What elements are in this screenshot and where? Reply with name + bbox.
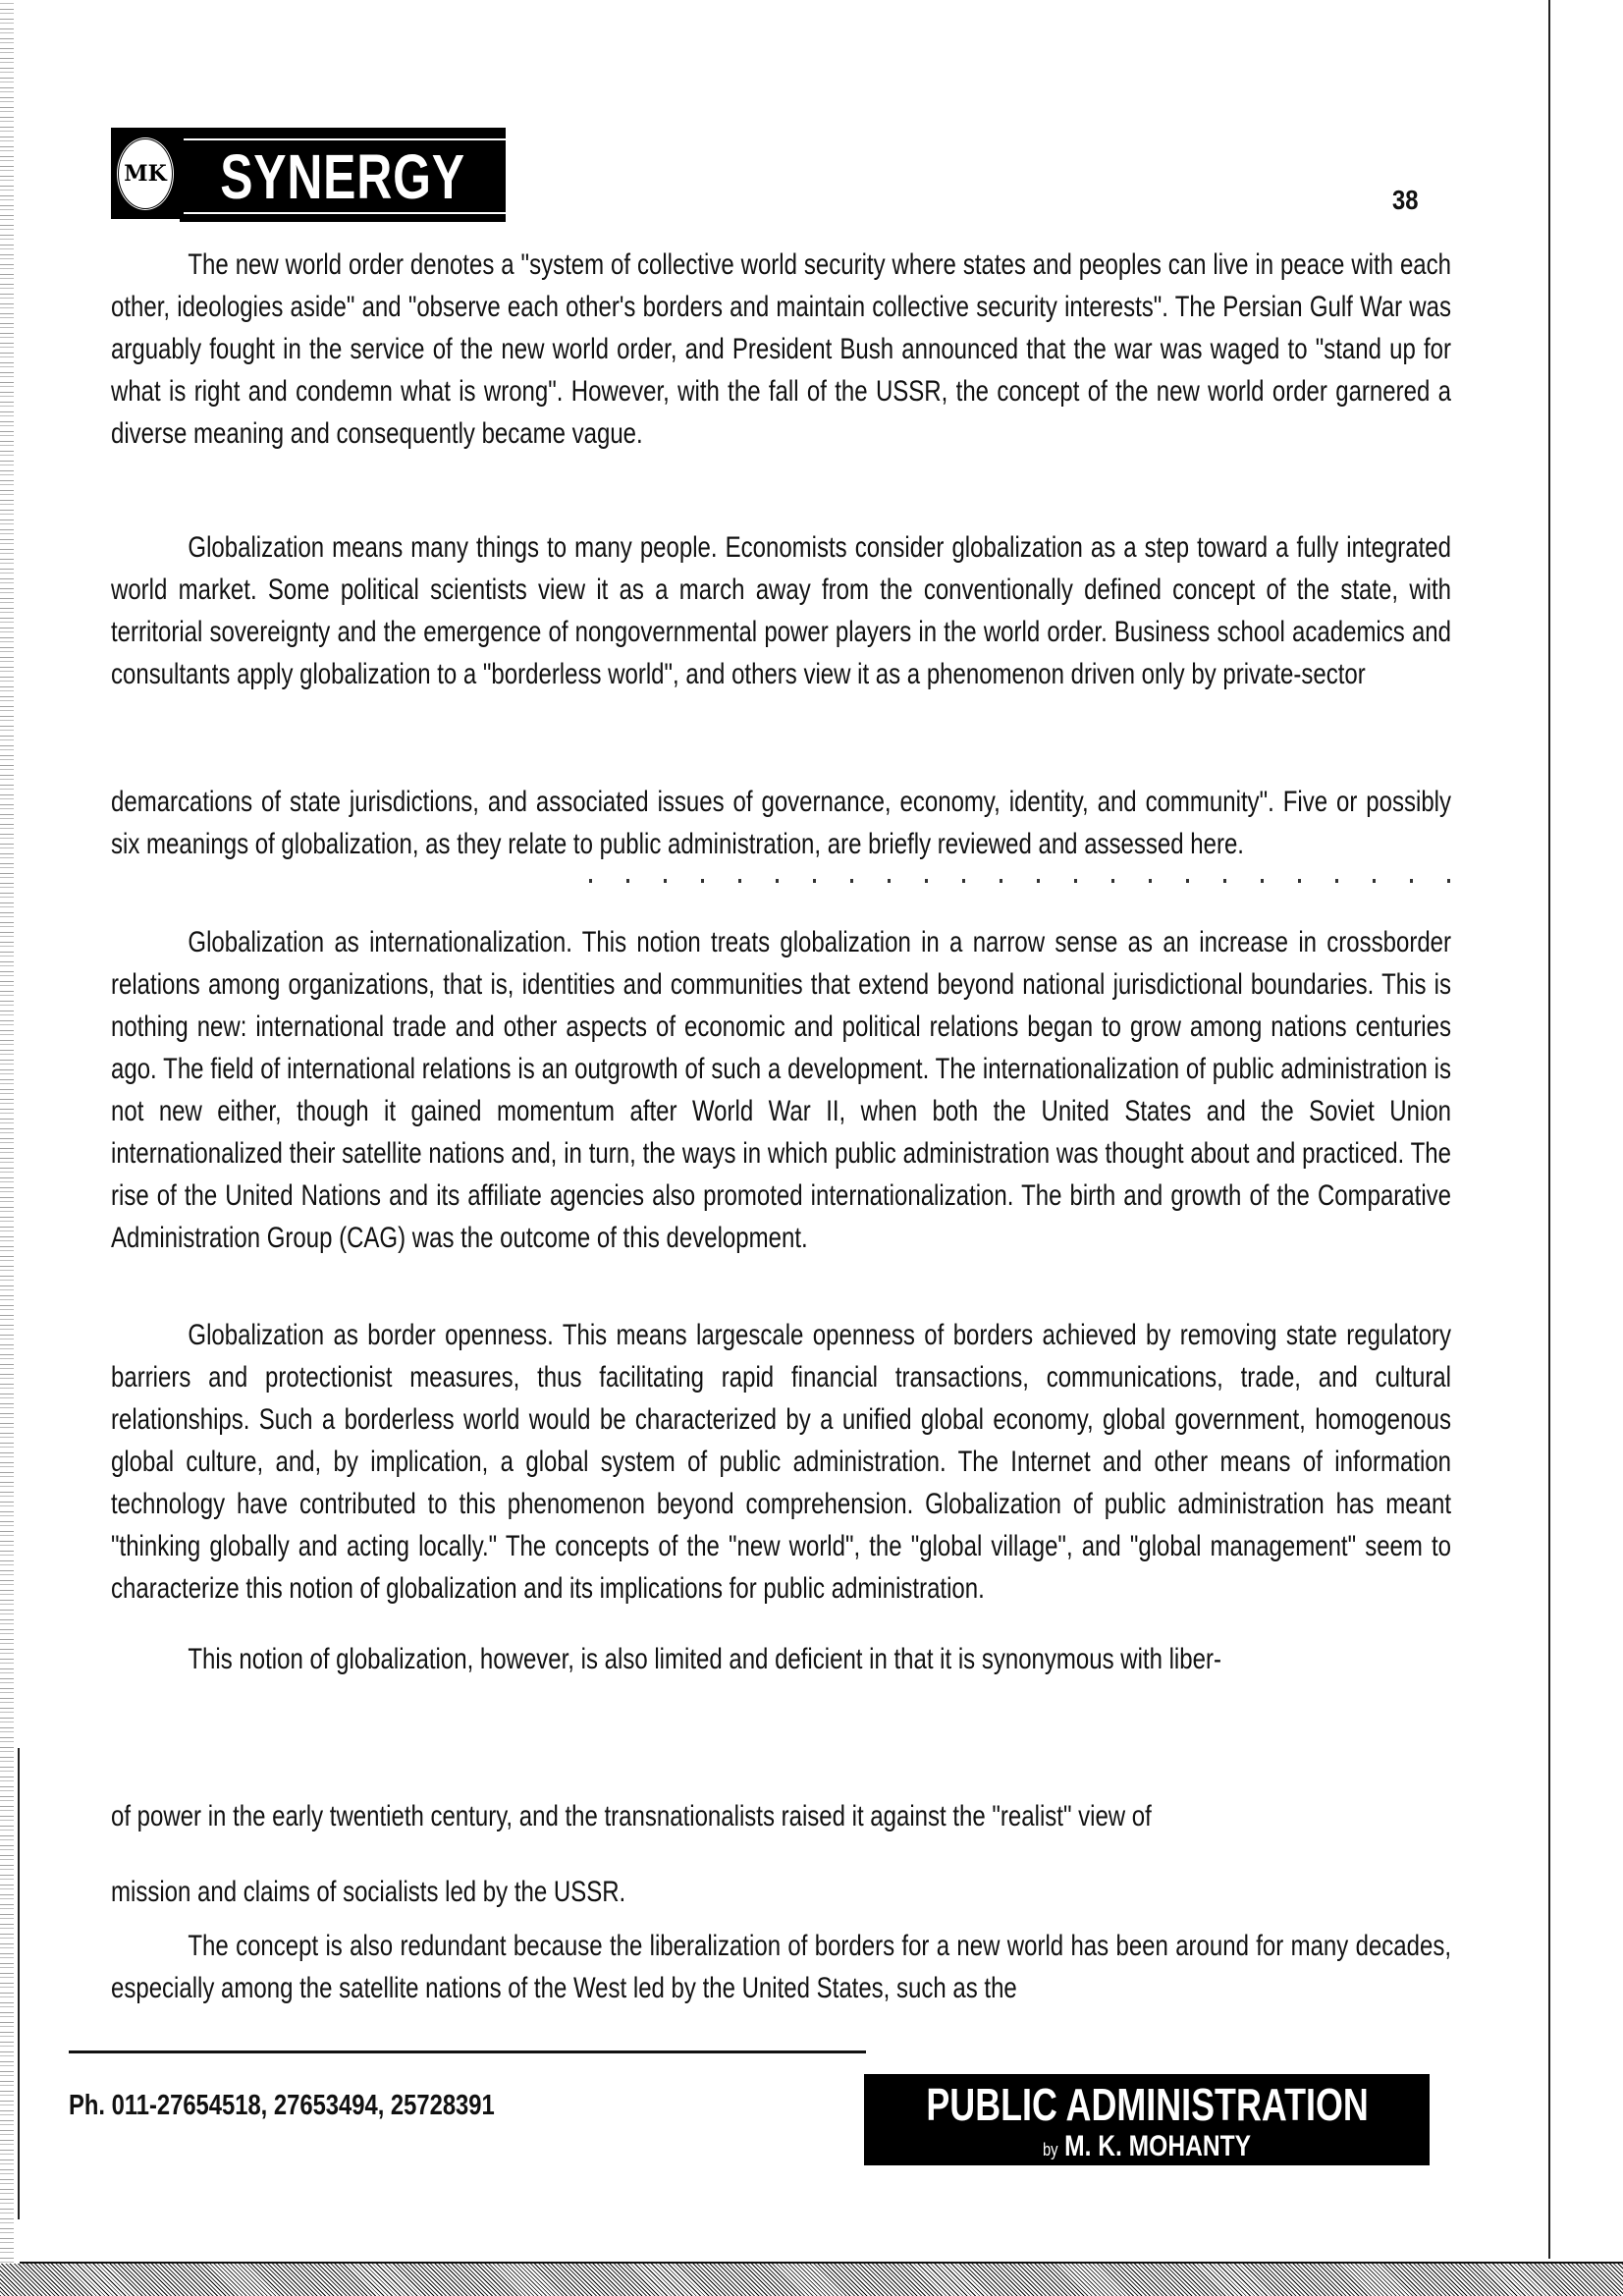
scan-right-border xyxy=(1548,0,1550,2259)
paragraph-internationalization xyxy=(111,921,1451,1259)
paragraph-text: Globalization means many things to many people. Economists consider globalization as a step toward a fully integrated world market. Some political scientists view it as a march away from the conventionally defined concept of the state, with territorial sovereignty and the emergence of nongovernmental power players in the world order. Business school academics and consultants apply globalization to a "borderless world", and others view it as a phenomenon driven only by private-sector xyxy=(111,531,1451,690)
paragraph-new-world-order xyxy=(111,244,1451,455)
page-header xyxy=(111,128,506,219)
paragraph-text: The new world order denotes a "system of collective world security where states and peoples can live in peace with each other, ideologies aside" and "observe each other's borders and maintain collective security interests". The Persian Gulf War was arguably fought in the service of the new world order, and President Bush announced that the war was waged to "stand up for what is right and condemn what is wrong". However, with the fall of the USSR, the concept of the new world order garnered a diverse meaning and consequently became vague. xyxy=(111,248,1451,450)
footer-author: M. K. MOHANTY xyxy=(1064,2130,1252,2162)
paragraph-demarcations xyxy=(111,781,1451,865)
paragraph-fragment-power xyxy=(111,1795,1451,1837)
brand-banner xyxy=(180,128,506,222)
footer-title: PUBLIC ADMINISTRATION xyxy=(926,2079,1369,2130)
paragraph-text: mission and claims of socialists led by the USSR. xyxy=(111,1876,626,1908)
paragraph-text: of power in the early twentieth century, and the transnationalists raised it against the "realist" view of xyxy=(111,1800,1152,1832)
paragraph-text: Globalization as internationalization. This notion treats globalization in a narrow sense as an increase in crossborder relations among organizations, that is, identities and communities that extend beyond national jurisdictional boundaries. This is nothing new: international trade and other aspects of economic and political relations began to grow among nations centuries ago. The field of international relations is an outgrowth of such a development. The internationalization of public administration is not new either, though it gained momentum after World War II, when both the United States and the Soviet Union internationalized their satellite nations and, in turn, the ways in which public administration was thought about and practiced. The rise of the United Nations and its affiliate agencies also promoted internationalization. The birth and growth of the Comparative Administration Group (CAG) was the outcome of this development. xyxy=(111,926,1451,1254)
paragraph-text: This notion of globalization, however, is also limited and deficient in that it is synonymous with liber- xyxy=(188,1643,1221,1675)
paragraph-text: The concept is also redundant because the liberalization of borders for a new world has been around for many decades, especially among the satellite nations of the West led by the United States, such as the xyxy=(111,1930,1451,2004)
paragraph-text: demarcations of state jurisdictions, and associated issues of governance, economy, identity, and community". Five or possibly six meanings of globalization, as they relate to public administration, are briefly reviewed and assessed here. xyxy=(111,786,1451,860)
seal-logo-icon xyxy=(111,128,180,219)
scan-bottom-noise xyxy=(0,2264,1623,2296)
paragraph-text: Globalization as border openness. This means largescale openness of borders achieved by removing state regulatory barriers and protectionist measures, thus facilitating rapid financial transactions, communications, trade, and cultural relationships. Such a borderless world would be characterized by a unified global economy, global government, homogenous global culture, and, by implication, a global system of public administration. The Internet and other means of information technology have contributed to this phenomenon beyond comprehension. Globalization of public administration has meant "thinking globally and acting locally." The concepts of the "new world", the "global village", and "global management" seem to characterize this notion of globalization and its implications for public administration. xyxy=(111,1319,1451,1605)
paragraph-border-openness xyxy=(111,1314,1451,1610)
scan-left-border xyxy=(18,1748,20,2219)
paragraph-fragment-mission xyxy=(111,1871,1451,1913)
paragraph-concept-redundant xyxy=(111,1925,1451,2009)
scan-dot-artifacts xyxy=(589,879,1473,883)
footer-by: by xyxy=(1042,2140,1058,2159)
footer-divider xyxy=(69,2050,866,2053)
footer-phone: Ph. 011-27654518, 27653494, 25728391 xyxy=(69,2090,495,2121)
footer-banner xyxy=(864,2074,1430,2165)
logo-monogram: MK xyxy=(124,160,167,187)
paragraph-notion-limited xyxy=(111,1638,1451,1680)
scan-edge-noise xyxy=(0,0,14,2296)
seal-emblem xyxy=(116,137,175,211)
brand-title: SYNERGY xyxy=(220,140,465,212)
paragraph-globalization-meanings xyxy=(111,526,1451,695)
page-number: 38 xyxy=(1392,185,1419,215)
footer-author-line xyxy=(915,2131,1379,2165)
